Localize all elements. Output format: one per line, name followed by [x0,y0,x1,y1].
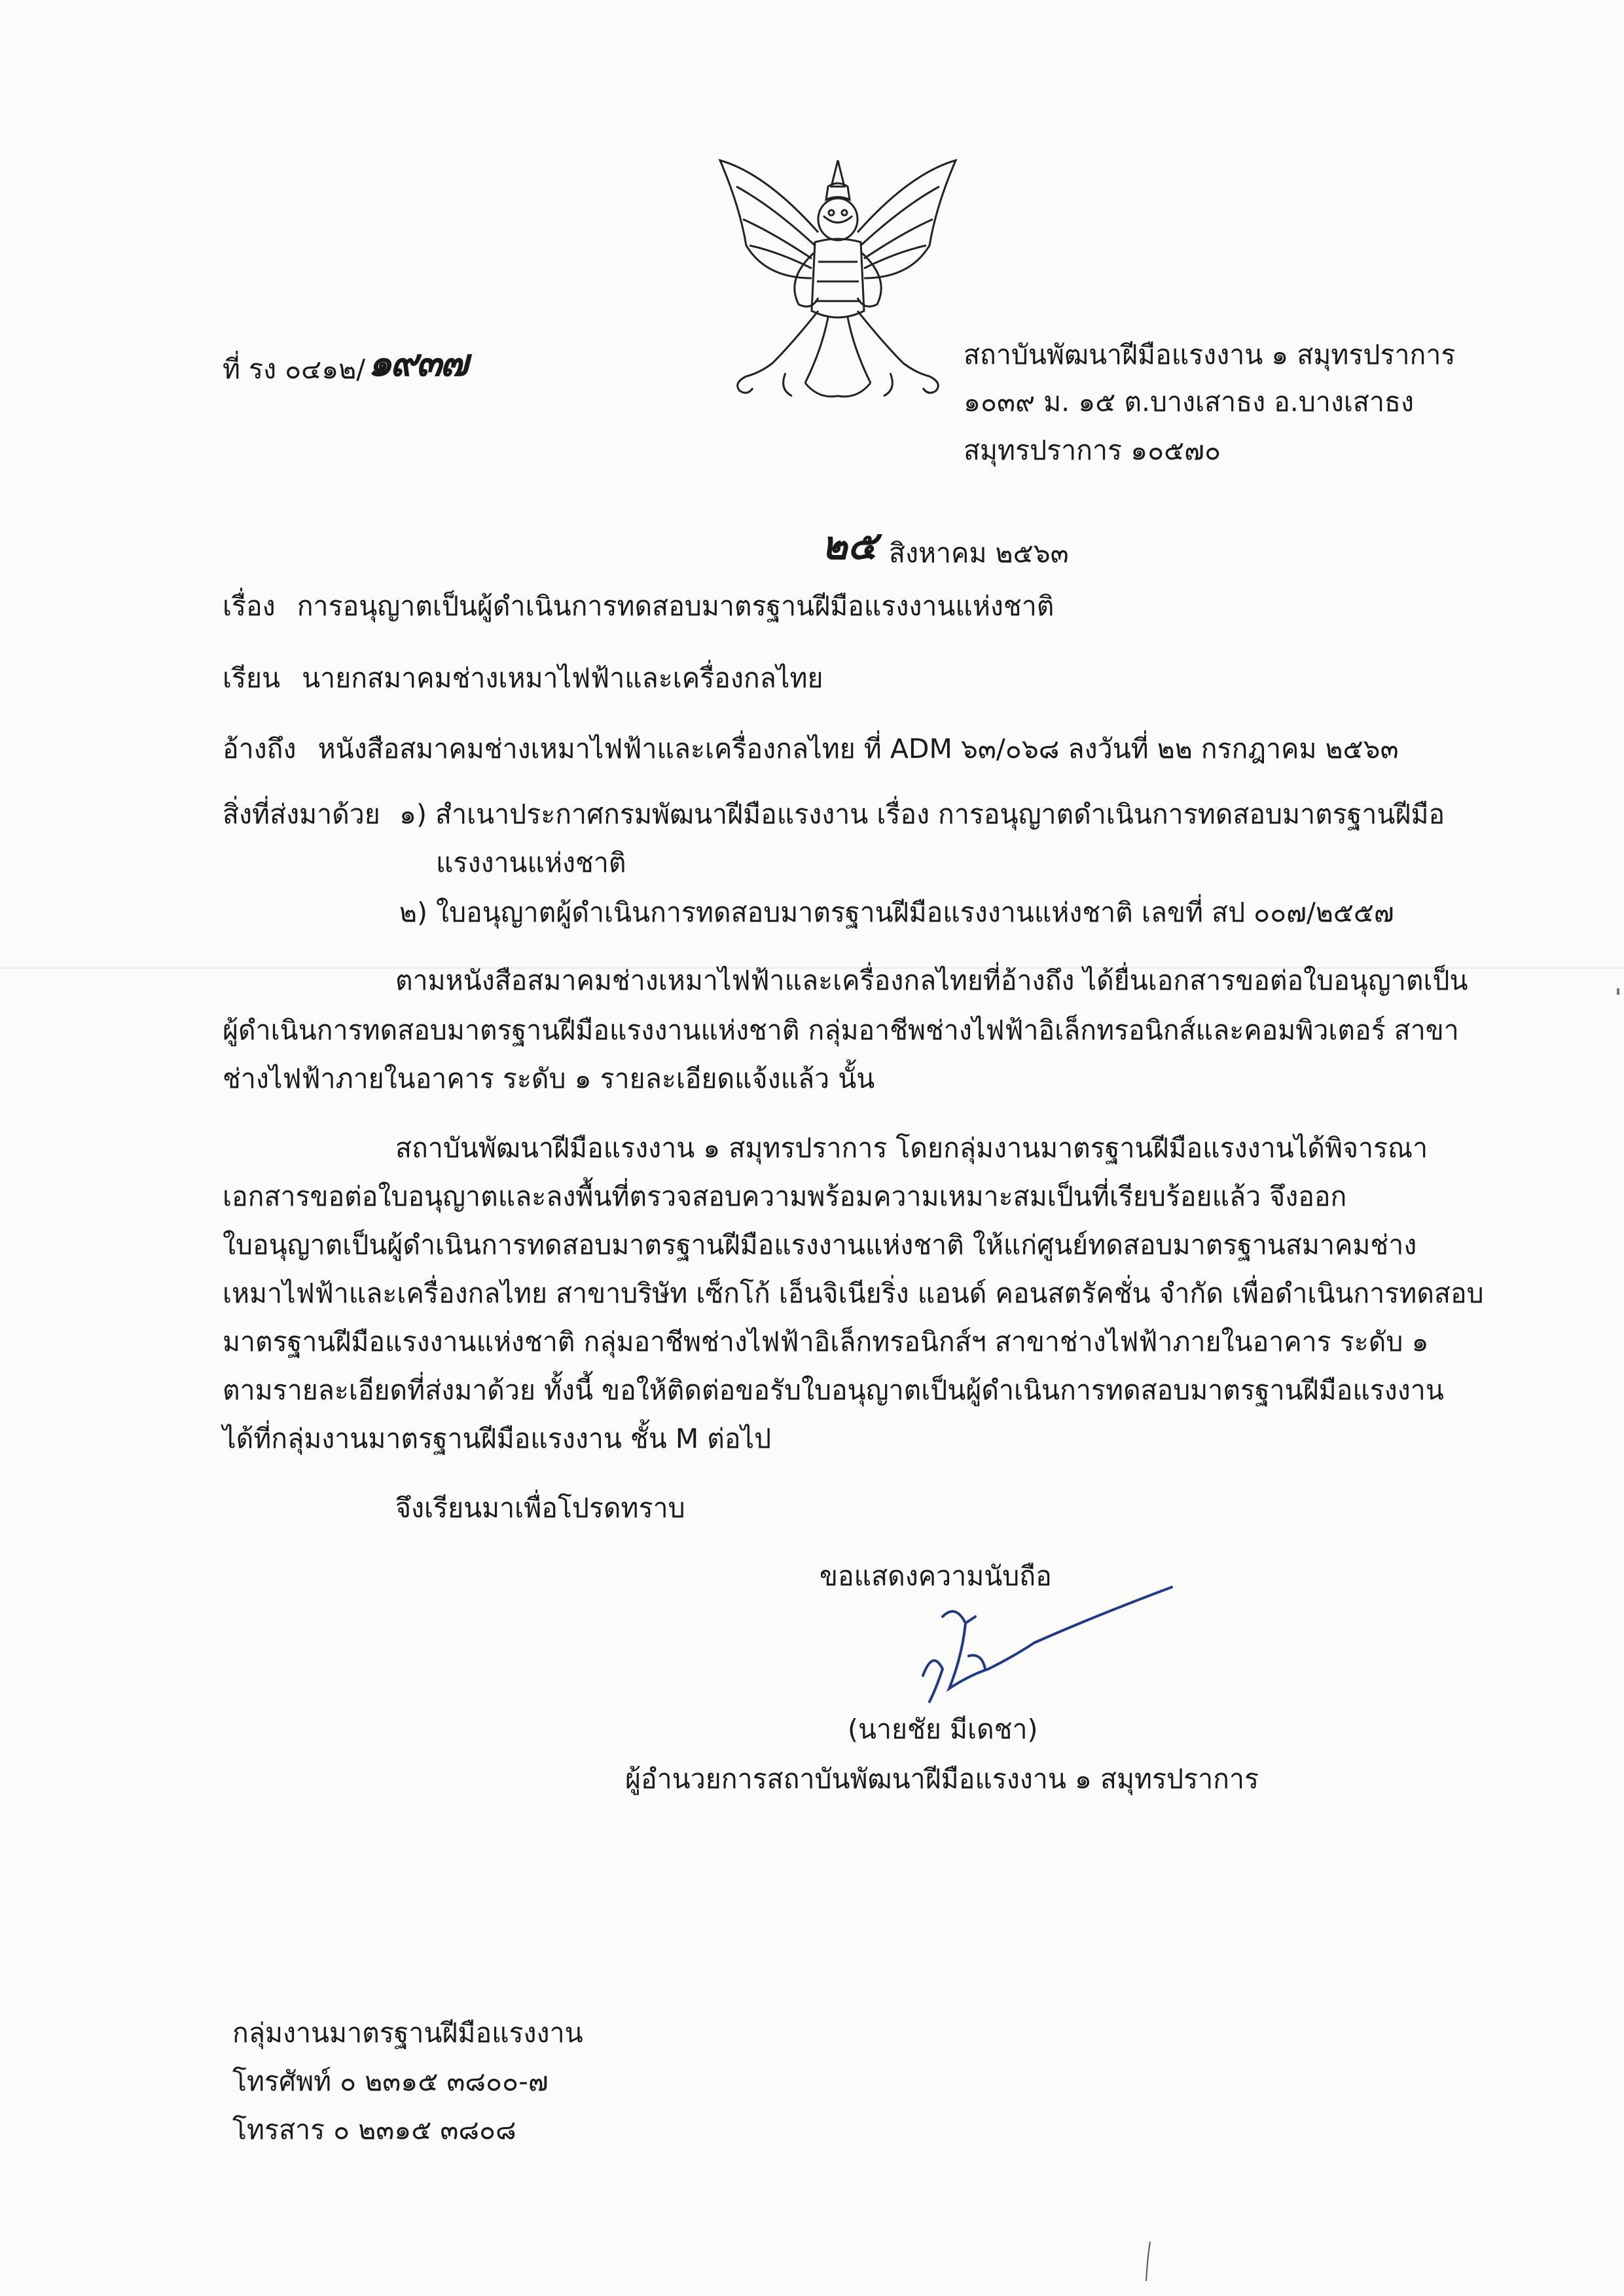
subject-line [223,590,1054,622]
signer-position: ผู้อำนวยการสถาบันพัฒนาฝีมือแรงงาน ๑ สมุทรปราการ [625,1763,1259,1795]
subject-text: การอนุญาตเป็นผู้ดำเนินการทดสอบมาตรฐานฝีมือแรงงานแห่งชาติ [297,590,1055,622]
footer-phone: โทรศัพท์ ๐ ๒๓๑๕ ๓๘๐๐-๗ [232,2066,549,2097]
reference-label: อ้างถึง [223,733,297,764]
paragraph1-line: ช่างไฟฟ้าภายในอาคาร ระดับ ๑ รายละเอียดแจ้งแล้ว นั้น [223,1063,875,1094]
sender-address-line1: สถาบันพัฒนาฝีมือแรงงาน ๑ สมุทรปราการ [964,339,1456,370]
reference-text: หนังสือสมาคมช่างเหมาไฟฟ้าและเครื่องกลไทย ที่ ADM ๖๓/๐๖๘ ลงวันที่ ๒๒ กรกฎาคม ๒๕๖๓ [317,733,1399,764]
paragraph2-line: มาตรฐานฝีมือแรงงานแห่งชาติ กลุ่มอาชีพช่างไฟฟ้าอิเล็กทรอนิกส์ฯ สาขาช่างไฟฟ้าภายในอาคาร ระดับ ๑ [223,1326,1429,1357]
bottom-pen-mark [1142,2238,1155,2284]
reference-number [223,340,467,386]
paragraph2-line: เหมาไฟฟ้าและเครื่องกลไทย สาขาบริษัท เซ็กโก้ เอ็นจิเนียริ่ง แอนด์ คอนสตรัคชั่น จำกัด เพื่อดำเนินการทดสอบ [223,1278,1484,1309]
reference-prefix: ที่ รง ๐๔๑๒/ [223,353,366,386]
footer-department: กลุ่มงานมาตรฐานฝีมือแรงงาน [232,2017,583,2049]
paper-edge-mark [1617,988,1619,995]
paragraph2-line: ใบอนุญาตเป็นผู้ดำเนินการทดสอบมาตรฐานฝีมือแรงงานแห่งชาติ ให้แก่ศูนย์ทดสอบมาตรฐานสมาคมช่าง [223,1229,1417,1261]
enclosure-2: ๒) ใบอนุญาตผู้ดำเนินการทดสอบมาตรฐานฝีมือแรงงานแห่งชาติ เลขที่ สป ๐๐๗/๒๕๕๗ [399,897,1394,928]
paragraph1-line: ผู้ดำเนินการทดสอบมาตรฐานฝีมือแรงงานแห่งชาติ กลุ่มอาชีพช่างไฟฟ้าอิเล็กทรอนิกส์และคอมพิวเตอร์ สาขา [223,1014,1459,1046]
signer-name: (นายชัย มีเดชา) [848,1713,1038,1745]
regards-line: ขอแสดงความนับถือ [820,1560,1052,1592]
paragraph1-line: ตามหนังสือสมาคมช่างเหมาไฟฟ้าและเครื่องกลไทยที่อ้างถึง ได้ยื่นเอกสารขอต่อใบอนุญาตเป็น [395,965,1468,996]
paragraph2-line: ได้ที่กลุ่มงานมาตรฐานฝีมือแรงงาน ชั้น M ต่อไป [223,1423,772,1454]
sender-address-line2: ๑๐๓๙ ม. ๑๕ ต.บางเสาธง อ.บางเสาธง [964,386,1415,418]
date-day-handwritten: ๒๕ [821,523,877,569]
footer-fax: โทรสาร ๐ ๒๓๑๕ ๓๘๐๘ [232,2114,516,2145]
paragraph2-line: สถาบันพัฒนาฝีมือแรงงาน ๑ สมุทรปราการ โดยกลุ่มงานมาตรฐานฝีมือแรงงานได้พิจารณา [395,1132,1428,1164]
reference-handwritten: ๑๙๓๗ [368,340,467,385]
recipient-label: เรียน [223,662,281,694]
date-month-year: สิงหาคม ๒๕๖๓ [888,537,1069,569]
paragraph2-line: ตามรายละเอียดที่ส่งมาด้วย ทั้งนี้ ขอให้ติดต่อขอรับใบอนุญาตเป็นผู้ดำเนินการทดสอบมาตรฐานฝีมือแรงงาน [223,1374,1444,1406]
signature-icon [903,1577,1185,1721]
subject-label: เรื่อง [223,590,276,622]
paragraph2-line: เอกสารขอต่อใบอนุญาตและลงพื้นที่ตรวจสอบความพร้อมความเหมาะสมเป็นที่เรียบร้อยแล้ว จึงออก [223,1181,1347,1212]
letter-date [821,522,1069,569]
reference-line [223,733,1399,765]
garuda-emblem-icon [707,147,969,409]
enclosure-1-line1: ๑) สำเนาประกาศกรมพัฒนาฝีมือแรงงาน เรื่อง การอนุญาตดำเนินการทดสอบมาตรฐานฝีมือ [399,798,1445,830]
enclosures-label: สิ่งที่ส่งมาด้วย [223,798,380,830]
recipient-text: นายกสมาคมช่างเหมาไฟฟ้าและเครื่องกลไทย [302,662,823,694]
enclosure-1-line2: แรงงานแห่งชาติ [436,847,626,878]
sender-address-line3: สมุทรปราการ ๑๐๕๗๐ [964,435,1221,466]
closing-line: จึงเรียนมาเพื่อโปรดทราบ [395,1492,685,1524]
recipient-line [223,662,823,694]
